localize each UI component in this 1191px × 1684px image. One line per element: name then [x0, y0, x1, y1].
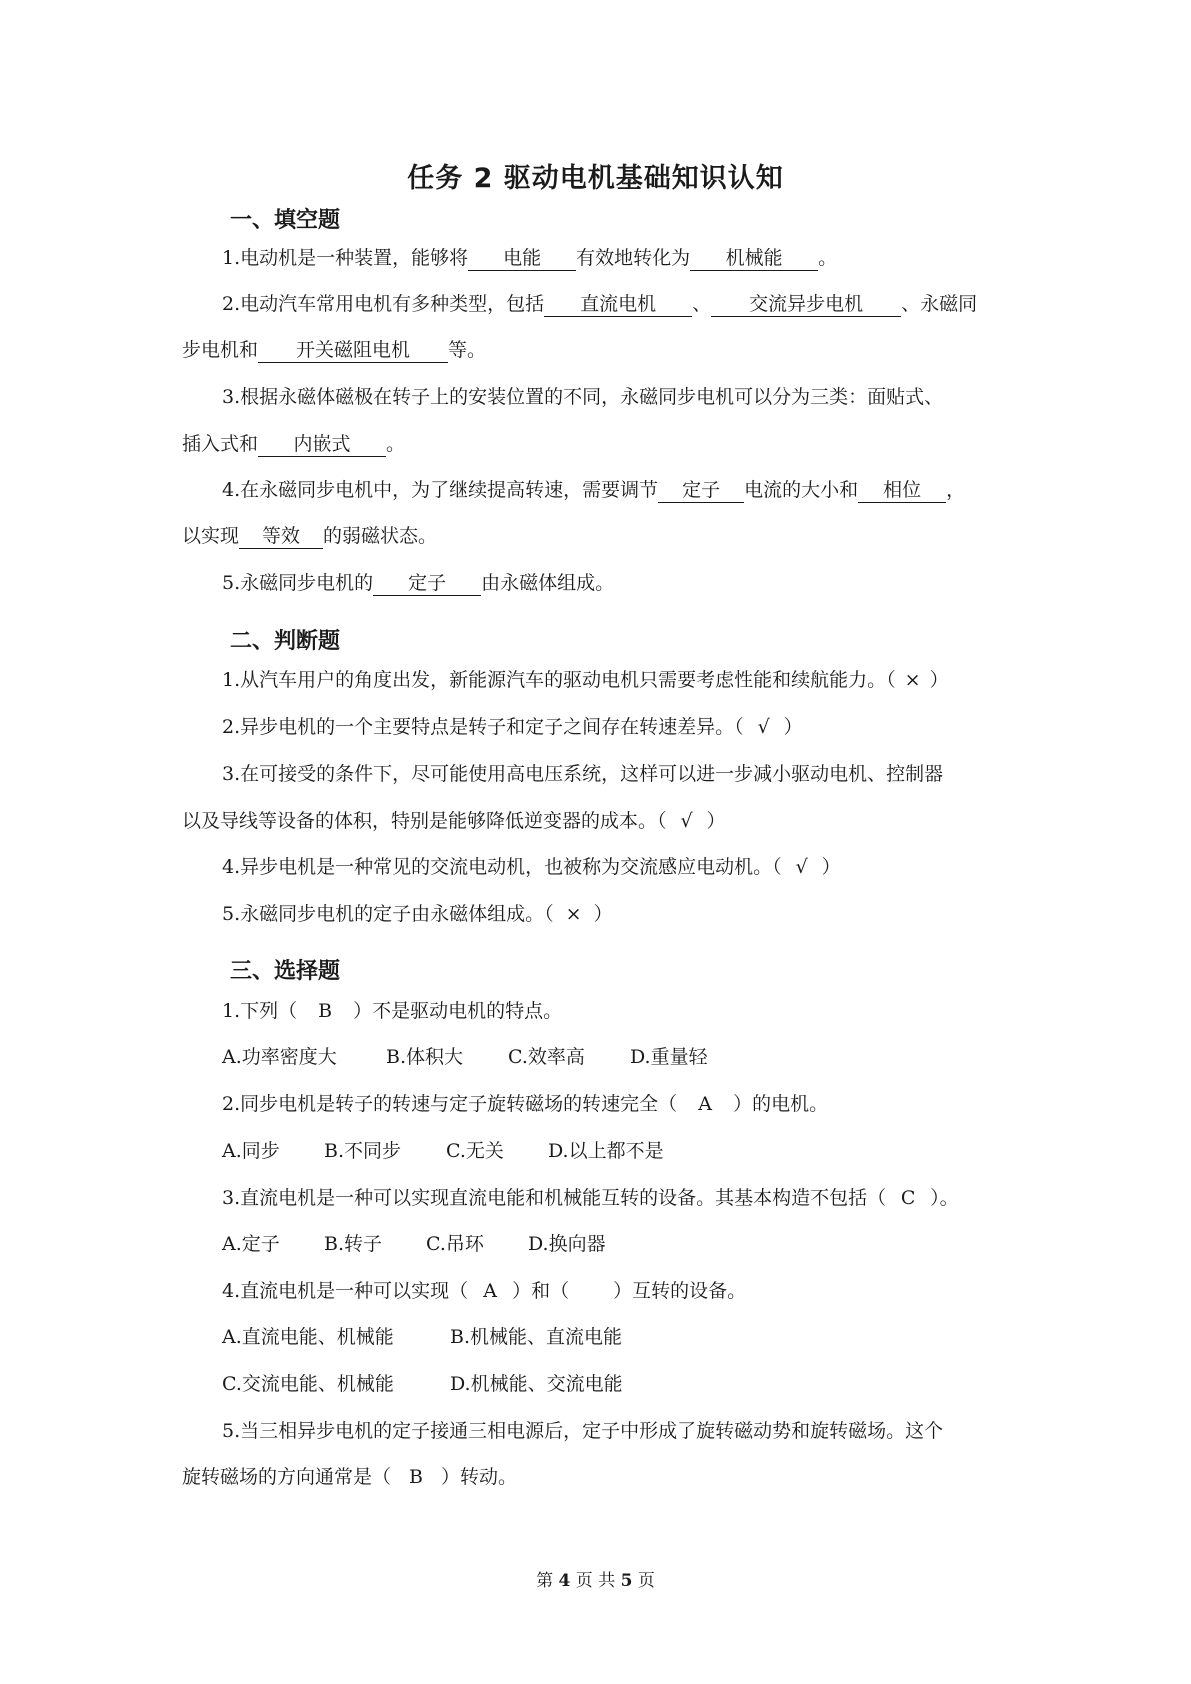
answer-mark: B	[318, 1000, 333, 1022]
option: A.直流电能、机械能	[222, 1326, 394, 1348]
answer-mark: C	[900, 1187, 916, 1209]
section-heading-choice: 三、选择题	[230, 959, 341, 984]
option: D.重量轻	[630, 1046, 708, 1068]
judge-question-1: 1.从汽车用户的角度出发，新能源汽车的驱动电机只需要考虑性能和续航能力。（ × ）	[222, 669, 949, 691]
answer-blank: 定子	[373, 571, 481, 596]
option: A.定子	[222, 1233, 280, 1255]
section-heading-judge: 二、判断题	[230, 629, 341, 654]
choice-question-5-cont: 旋转磁场的方向通常是（ B ）转动。	[182, 1466, 518, 1488]
option: B.机械能、直流电能	[450, 1326, 623, 1348]
choice-question-3: 3.直流电机是一种可以实现直流电能和机械能互转的设备。其基本构造不包括（ C ）。	[222, 1187, 959, 1209]
option: A.功率密度大	[222, 1046, 337, 1068]
answer-blank: 等效	[239, 524, 323, 549]
option: B.不同步	[324, 1140, 402, 1162]
fill-question-4-cont: 以实现 等效 的弱磁状态。	[182, 525, 438, 547]
option: B.转子	[324, 1233, 383, 1255]
option: D.换向器	[528, 1233, 606, 1255]
answer-mark: A	[483, 1280, 497, 1302]
choice-question-2: 2.同步电机是转子的转速与定子旋转磁场的转速完全（ A ）的电机。	[222, 1093, 829, 1115]
option: D.以上都不是	[548, 1140, 664, 1162]
fill-question-4: 4.在永磁同步电机中，为了继续提高转速，需要调节 定子 电流的大小和 相位 ，	[222, 479, 966, 501]
answer-mark: A	[698, 1093, 712, 1115]
choice-question-1: 1.下列（ B ）不是驱动电机的特点。	[222, 1000, 563, 1022]
answer-mark: √	[680, 810, 693, 832]
answer-blank: 开关磁阻电机	[258, 338, 448, 363]
answer-blank: 定子	[658, 478, 744, 503]
choice-options-4b	[222, 1371, 623, 1397]
answer-blank: 直流电机	[544, 292, 692, 317]
option: A.同步	[222, 1140, 280, 1162]
fill-question-1: 1.电动机是一种装置，能够将 电能 有效地转化为 机械能 。	[222, 247, 838, 269]
answer-mark: √	[757, 716, 770, 738]
option: C.吊环	[426, 1233, 484, 1255]
judge-question-3: 3.在可接受的条件下，尽可能使用高电压系统，这样可以进一步减小驱动电机、控制器	[222, 763, 944, 785]
answer-blank: 交流异步电机	[711, 292, 901, 317]
page-total: 5	[620, 1571, 633, 1591]
option: C.交流电能、机械能	[222, 1373, 394, 1395]
judge-question-2: 2.异步电机的一个主要特点是转子和定子之间存在转速差异。（ √ ）	[222, 716, 803, 738]
section-heading-fill: 一、填空题	[230, 208, 341, 233]
choice-options-4a	[222, 1324, 622, 1350]
option: B.体积大	[386, 1046, 464, 1068]
page-title: 任务 2 驱动电机基础知识认知	[407, 163, 784, 194]
choice-options-2	[222, 1138, 664, 1164]
fill-question-2-cont: 步电机和 开关磁阻电机 等。	[182, 339, 487, 361]
answer-mark: B	[409, 1466, 423, 1488]
answer-mark: ×	[565, 903, 582, 925]
option: D.机械能、交流电能	[450, 1373, 623, 1395]
fill-question-3: 3.根据永磁体磁极在转子上的安装位置的不同，永磁同步电机可以分为三类：面贴式、	[222, 386, 944, 408]
judge-question-4: 4.异步电机是一种常见的交流电动机，也被称为交流感应电动机。（ √ ）	[222, 856, 841, 878]
fill-question-5: 5.永磁同步电机的 定子 由永磁体组成。	[222, 572, 615, 594]
option: C.效率高	[508, 1046, 585, 1068]
choice-options-1	[222, 1044, 708, 1070]
answer-mark: ×	[904, 669, 921, 691]
answer-blank: 内嵌式	[258, 432, 386, 457]
fill-question-3-cont: 插入式和 内嵌式 。	[182, 433, 406, 455]
judge-question-3-cont: 以及导线等设备的体积，特别是能够降低逆变器的成本。（ √ ）	[182, 810, 726, 832]
judge-question-5: 5.永磁同步电机的定子由永磁体组成。（ × ）	[222, 903, 613, 925]
choice-question-5: 5.当三相异步电机的定子接通三相电源后，定子中形成了旋转磁动势和旋转磁场。这个	[222, 1420, 944, 1442]
answer-mark: √	[795, 856, 808, 878]
page-number: 4	[558, 1571, 571, 1591]
option: C.无关	[446, 1140, 504, 1162]
page-footer: 第 4 页 共 5 页	[536, 1571, 655, 1591]
answer-blank: 电能	[468, 246, 576, 271]
fill-question-2: 2.电动汽车常用电机有多种类型，包括 直流电机 、 交流异步电机 、永磁同	[222, 293, 978, 315]
answer-blank: 相位	[858, 478, 946, 503]
choice-options-3	[222, 1231, 606, 1257]
choice-question-4: 4.直流电机是一种可以实现（ A ）和（ ）互转的设备。	[222, 1280, 747, 1302]
answer-blank: 机械能	[690, 246, 818, 271]
